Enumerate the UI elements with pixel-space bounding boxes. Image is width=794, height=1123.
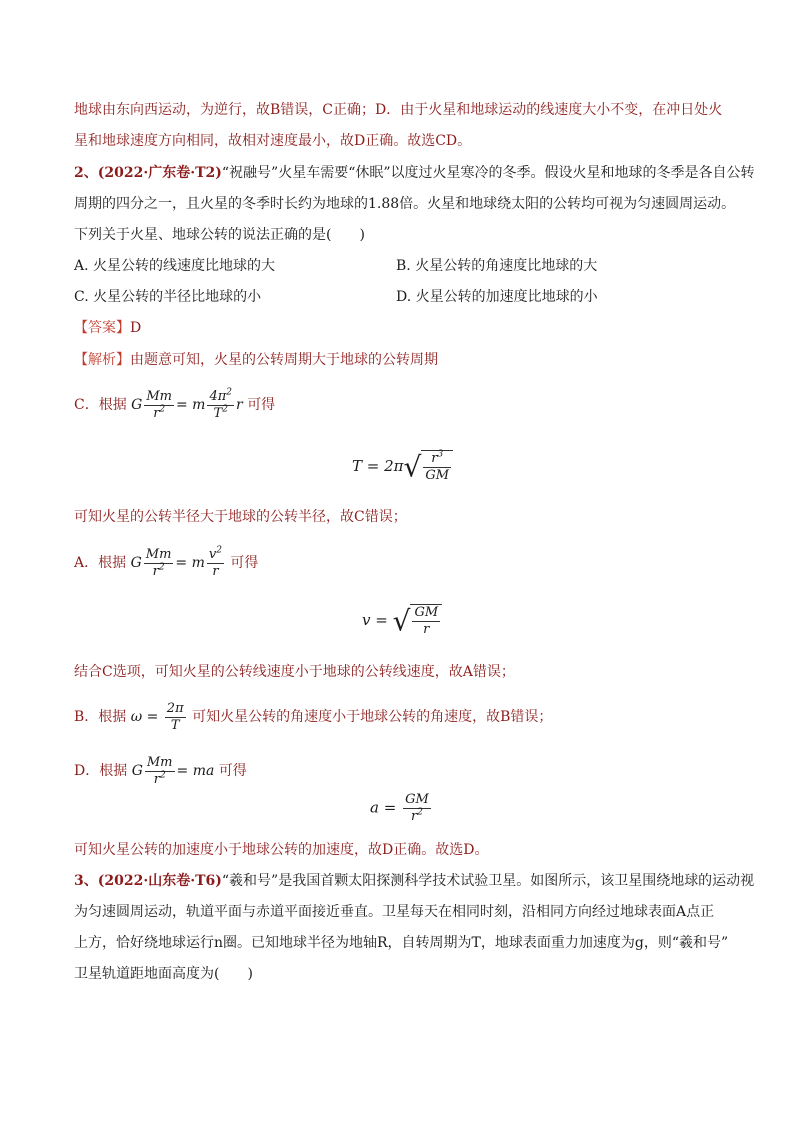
q3-line3: 上方，恰好绕地球运行n圈。已知地球半径为地轴R，自转周期为T，地球表面重力加速度为g，则“羲和号” [74,935,729,951]
analysis-tag: 【解析】 [74,352,130,368]
q2-source: (2022·广东卷·T2) [97,165,222,181]
a-formula-line [74,544,258,582]
option-a: A. 火星公转的线速度比地球的大 [74,258,276,274]
a-prefix: A．根据 [74,555,127,571]
q2-line3: 下列关于火星、地球公转的说法正确的是( ) [74,227,365,243]
c-suffix: 可得 [247,397,276,413]
velocity-formula: v = √ $\frac{GM}{r}$ [362,604,442,638]
c-prefix: C．根据 [74,397,127,413]
option-b: B. 火星公转的角速度比地球的大 [396,258,598,274]
a-suffix: 可得 [230,555,259,571]
q2-number: 2、 [74,165,98,181]
d-suffix: 可得 [218,763,247,779]
q3-text-1: “羲和号”是我国首颗太阳探测科学技术试验卫星。如图所示，该卫星围绕地球的运动视 [221,873,755,889]
b-formula: ω = $\frac{2\pi}{T}$ [130,700,184,733]
q3-line4: 卫星轨道距地面高度为( ) [74,966,253,982]
q3-line1 [74,871,754,891]
b-formula-line [74,698,552,736]
d-prefix: D．根据 [74,763,128,779]
d-conclusion: 可知火星公转的加速度小于地球公转的加速度，故D正确。故选D。 [74,842,489,858]
q3-line2: 为匀速圆周运动，轨道平面与赤道平面接近垂直。卫星每天在相同时刻，沿相同方向经过地球表面A点正 [74,904,715,920]
answer-line [74,318,141,338]
q2-text-1: “祝融号”火星车需要“休眠”以度过火星寒冷的冬季。假设火星和地球的冬季是各自公转 [221,165,755,181]
answer-tag: 【答案】 [74,320,130,336]
c-formula: G $\frac{Mm}{r^2}$ = m $\frac{4\pi^2}{T^2}$ r [131,387,243,421]
analysis-line [74,350,438,370]
analysis-text: 由题意可知，火星的公转周期大于地球的公转周期 [130,352,438,368]
q2-line2: 周期的四分之一，且火星的冬季时长约为地球的1.88倍。火星和地球绕太阳的公转均可视为匀速圆周运动。 [74,196,736,212]
para1-line1: 地球由东向西运动，为逆行，故B错误，C正确；D．由于火星和地球运动的线速度大小不变，在冲日处火 [74,102,723,118]
period-formula: T = 2π√ $\frac{r^3}{GM}$ [352,450,453,484]
q2-line1 [74,163,755,183]
c-formula-line [74,386,275,424]
b-suffix: 可知火星公转的角速度小于地球公转的角速度，故B错误； [192,709,553,725]
option-d: D. 火星公转的加速度比地球的小 [396,289,598,305]
c-conclusion: 可知火星的公转半径大于地球的公转半径，故C错误； [74,509,407,525]
q3-number: 3、 [74,873,98,889]
d-formula-line [74,752,247,790]
q3-source: (2022·山东卷·T6) [97,873,222,889]
d-formula: G $\frac{Mm}{r^2}$ = ma [131,754,215,787]
option-c: C. 火星公转的半径比地球的小 [74,289,262,305]
para1-line2: 星和地球速度方向相同，故相对速度最小，故D正确。故选CD。 [74,133,472,149]
a-conclusion: 结合C选项，可知火星的公转线速度小于地球的公转线速度，故A错误； [74,664,515,680]
accel-formula: a = $\frac{GM}{r^2}$ [370,792,429,824]
b-prefix: B．根据 [74,709,127,725]
answer-value: D [130,320,142,336]
a-formula: G $\frac{Mm}{r^2}$ = m $\frac{v^2}{r}$ [130,545,222,579]
